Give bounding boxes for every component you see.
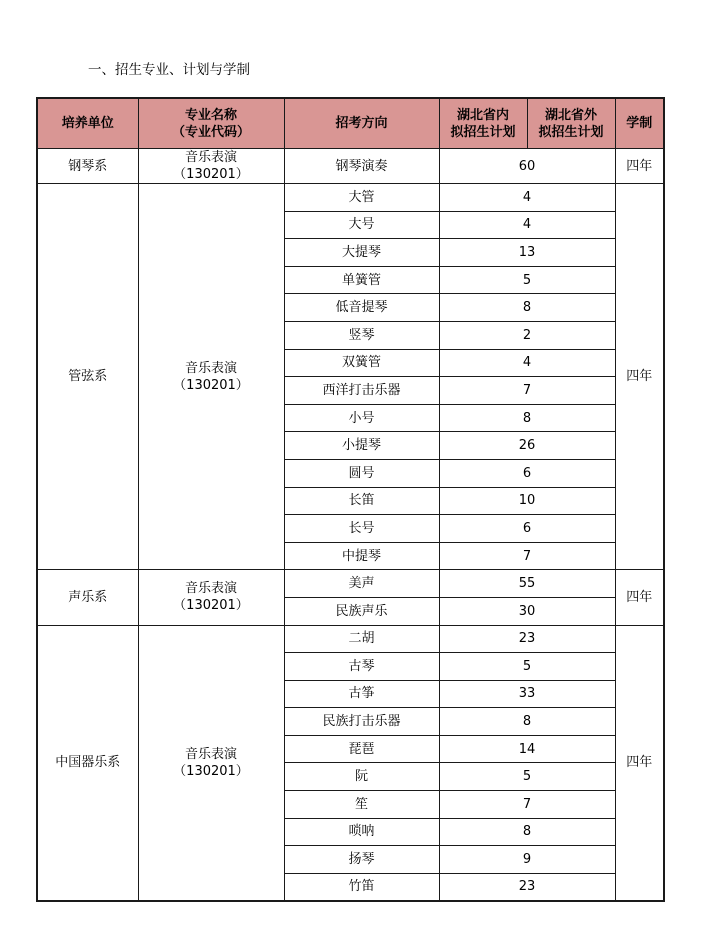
cell-plan: 26 bbox=[439, 432, 615, 460]
cell-direction: 长笛 bbox=[284, 487, 439, 515]
cell-plan: 13 bbox=[439, 239, 615, 267]
cell-direction: 长号 bbox=[284, 515, 439, 543]
cell-plan: 8 bbox=[439, 708, 615, 736]
cell-major: 音乐表演 （130201） bbox=[138, 149, 284, 184]
section-heading: 一、招生专业、计划与学制 bbox=[88, 62, 250, 78]
header-direction: 招考方向 bbox=[284, 98, 439, 149]
cell-direction: 大号 bbox=[284, 211, 439, 239]
cell-direction: 小提琴 bbox=[284, 432, 439, 460]
cell-duration: 四年 bbox=[615, 570, 664, 625]
table-row bbox=[37, 570, 664, 598]
cell-duration: 四年 bbox=[615, 625, 664, 901]
cell-plan: 10 bbox=[439, 487, 615, 515]
table-row bbox=[37, 149, 664, 184]
header-inside-plan: 湖北省内 拟招生计划 bbox=[439, 98, 527, 149]
cell-unit: 钢琴系 bbox=[37, 149, 138, 184]
cell-plan: 7 bbox=[439, 377, 615, 405]
cell-plan: 8 bbox=[439, 294, 615, 322]
cell-direction: 琵琶 bbox=[284, 735, 439, 763]
cell-plan: 6 bbox=[439, 515, 615, 543]
cell-plan: 33 bbox=[439, 680, 615, 708]
header-major: 专业名称 （专业代码） bbox=[138, 98, 284, 149]
cell-plan: 14 bbox=[439, 735, 615, 763]
cell-direction: 大管 bbox=[284, 184, 439, 212]
table-header-row bbox=[37, 98, 664, 149]
cell-plan: 4 bbox=[439, 349, 615, 377]
cell-unit: 中国器乐系 bbox=[37, 625, 138, 901]
cell-direction: 单簧管 bbox=[284, 266, 439, 294]
cell-plan: 23 bbox=[439, 873, 615, 901]
cell-direction: 美声 bbox=[284, 570, 439, 598]
cell-major: 音乐表演 （130201） bbox=[138, 184, 284, 570]
cell-major: 音乐表演 （130201） bbox=[138, 570, 284, 625]
cell-direction: 钢琴演奏 bbox=[284, 149, 439, 184]
cell-plan: 9 bbox=[439, 846, 615, 874]
enrollment-table bbox=[36, 97, 665, 902]
cell-direction: 小号 bbox=[284, 404, 439, 432]
cell-duration: 四年 bbox=[615, 184, 664, 570]
table-row bbox=[37, 184, 664, 212]
cell-direction: 古筝 bbox=[284, 680, 439, 708]
cell-direction: 阮 bbox=[284, 763, 439, 791]
cell-plan: 30 bbox=[439, 597, 615, 625]
cell-direction: 二胡 bbox=[284, 625, 439, 653]
table-body bbox=[37, 149, 664, 901]
cell-plan: 5 bbox=[439, 653, 615, 681]
cell-plan: 23 bbox=[439, 625, 615, 653]
cell-direction: 低音提琴 bbox=[284, 294, 439, 322]
cell-plan: 4 bbox=[439, 211, 615, 239]
cell-direction: 唢呐 bbox=[284, 818, 439, 846]
cell-plan: 7 bbox=[439, 791, 615, 819]
cell-direction: 中提琴 bbox=[284, 542, 439, 570]
cell-direction: 竹笛 bbox=[284, 873, 439, 901]
cell-plan: 5 bbox=[439, 266, 615, 294]
cell-plan: 55 bbox=[439, 570, 615, 598]
table-row bbox=[37, 625, 664, 653]
cell-direction: 西洋打击乐器 bbox=[284, 377, 439, 405]
cell-plan: 7 bbox=[439, 542, 615, 570]
cell-plan: 60 bbox=[439, 149, 615, 184]
cell-direction: 竖琴 bbox=[284, 321, 439, 349]
cell-plan: 6 bbox=[439, 459, 615, 487]
cell-direction: 古琴 bbox=[284, 653, 439, 681]
cell-duration: 四年 bbox=[615, 149, 664, 184]
cell-direction: 民族打击乐器 bbox=[284, 708, 439, 736]
cell-direction: 大提琴 bbox=[284, 239, 439, 267]
header-outside-plan: 湖北省外 拟招生计划 bbox=[527, 98, 615, 149]
cell-direction: 笙 bbox=[284, 791, 439, 819]
header-duration: 学制 bbox=[615, 98, 664, 149]
cell-direction: 双簧管 bbox=[284, 349, 439, 377]
cell-plan: 8 bbox=[439, 404, 615, 432]
header-unit: 培养单位 bbox=[37, 98, 138, 149]
cell-direction: 圆号 bbox=[284, 459, 439, 487]
cell-plan: 4 bbox=[439, 184, 615, 212]
cell-plan: 5 bbox=[439, 763, 615, 791]
cell-major: 音乐表演 （130201） bbox=[138, 625, 284, 901]
cell-plan: 8 bbox=[439, 818, 615, 846]
cell-direction: 民族声乐 bbox=[284, 597, 439, 625]
cell-direction: 扬琴 bbox=[284, 846, 439, 874]
cell-plan: 2 bbox=[439, 321, 615, 349]
cell-unit: 管弦系 bbox=[37, 184, 138, 570]
cell-unit: 声乐系 bbox=[37, 570, 138, 625]
